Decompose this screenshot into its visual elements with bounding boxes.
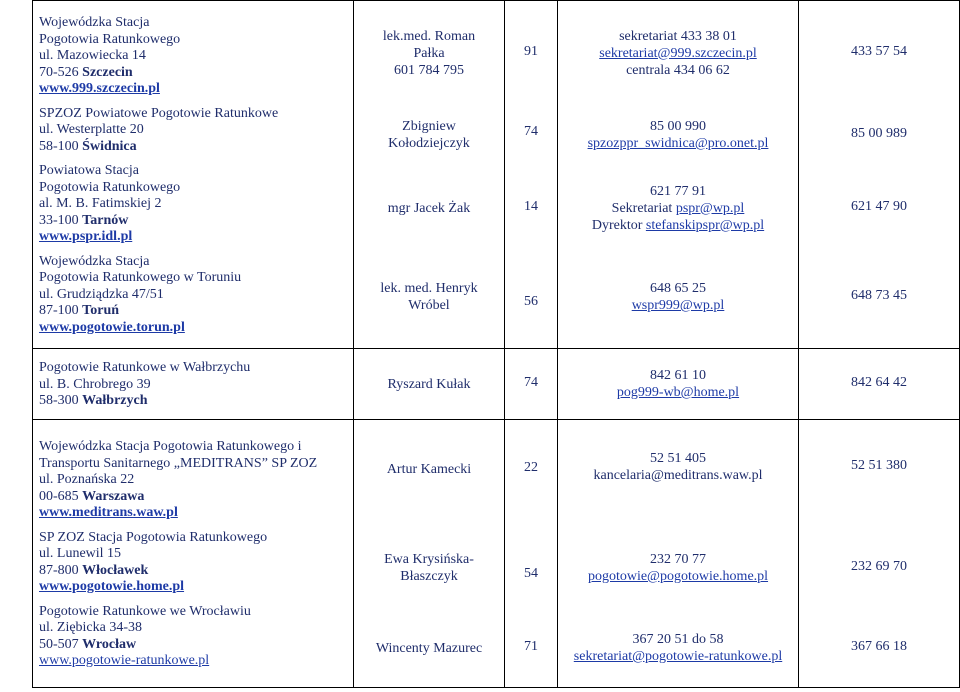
entity-line: Pogotowie Ratunkowe w Wałbrzychu: [39, 360, 251, 376]
fax-cell: [799, 1, 960, 349]
postal-code: 58-100: [39, 138, 79, 154]
postal-city: [39, 489, 353, 506]
contact-line: [558, 183, 798, 200]
entity-line: Wojewódzka Stacja: [39, 15, 150, 30]
city-name: Wrocław: [82, 636, 137, 652]
contact-line: [558, 551, 798, 568]
fax-number: 433 57 54: [851, 44, 907, 59]
postal-code: 70-526: [39, 64, 79, 80]
person-line: lek.med. Roman: [382, 28, 476, 44]
count-value: 56: [524, 294, 538, 309]
providers-table: [32, 0, 960, 688]
person-line: Ryszard Kułak: [387, 376, 471, 392]
fax-stack: [799, 349, 959, 419]
person-stack: [354, 420, 504, 687]
entity-line: Powiatowa Stacja: [39, 163, 139, 178]
postal-city: [39, 303, 353, 320]
website-link[interactable]: www.meditrans.waw.pl: [39, 505, 178, 521]
count-value: 14: [524, 199, 538, 214]
contact-block: [558, 183, 798, 234]
entity-cell: [33, 420, 354, 688]
contact-line: [558, 135, 798, 152]
person-name: [354, 200, 504, 217]
count-value: 22: [524, 460, 538, 475]
person-line: Wincenty Mazurec: [375, 640, 483, 656]
person-cell: [354, 1, 505, 349]
person-cell: [354, 349, 505, 420]
person-name: [354, 28, 504, 79]
person-line: Ewa Krysińska-: [384, 552, 474, 567]
contact-block: [558, 28, 798, 79]
contact-text: kancelaria@meditrans.waw.pl: [593, 468, 763, 483]
contact-cell: [558, 349, 799, 420]
entity-line: Pogotowia Ratunkowego: [39, 31, 181, 47]
contact-text: 52 51 405: [650, 451, 706, 466]
fax-number: 52 51 380: [851, 458, 907, 473]
website-link[interactable]: www.999.szczecin.pl: [39, 81, 160, 96]
person-name: [354, 551, 504, 585]
count-value: 74: [524, 124, 538, 139]
contact-line: [558, 62, 798, 79]
person-cell: [354, 420, 505, 688]
person-name: [354, 461, 504, 478]
person-stack: [354, 349, 504, 419]
person-line: mgr Jacek Żak: [387, 200, 471, 216]
entity-block: [39, 248, 353, 339]
entity-block: [39, 11, 353, 100]
person-line: lek. med. Henryk: [380, 281, 478, 296]
postal-code: 58-300: [39, 393, 79, 409]
postal-city: [39, 563, 353, 580]
contact-text: 648 65 25: [650, 281, 706, 296]
table-row: [33, 349, 960, 420]
contact-text: 842 61 10: [650, 368, 706, 383]
contact-line: [558, 217, 798, 234]
contact-text: 367 20 51 do 58: [632, 632, 724, 647]
postal-city: [39, 139, 353, 156]
contact-block: [558, 280, 798, 314]
email-link[interactable]: wspr999@wp.pl: [631, 298, 725, 313]
contact-text: centrala 434 06 62: [626, 62, 730, 78]
city-name: Wałbrzych: [82, 393, 148, 409]
city-name: Tarnów: [82, 212, 129, 228]
fax-number: 842 64 42: [851, 375, 907, 390]
contact-line: [558, 200, 798, 217]
website-link[interactable]: www.pogotowie.torun.pl: [39, 319, 185, 335]
entity-line: ul. B. Chrobrego 39: [39, 376, 151, 392]
count-value: 91: [524, 44, 538, 59]
count-stack: [505, 420, 557, 687]
fax-cell: [799, 349, 960, 420]
person-name: [354, 118, 504, 152]
fax-cell: [799, 420, 960, 688]
email-link[interactable]: stefanskipspr@wp.pl: [645, 217, 765, 233]
contact-cell: [558, 420, 799, 688]
contact-line: [558, 118, 798, 135]
entity-block: [39, 356, 353, 412]
contact-block: [558, 118, 798, 152]
person-name: [354, 280, 504, 314]
email-link[interactable]: spzozppr_swidnica@pro.onet.pl: [587, 136, 769, 151]
table-row: [33, 420, 960, 688]
entity-line: ul. Ziębicka 34-38: [39, 620, 143, 636]
email-link[interactable]: sekretariat@999.szczecin.pl: [599, 45, 757, 61]
contact-line: [558, 28, 798, 45]
fax-number: 621 47 90: [851, 199, 907, 214]
count-cell: [505, 349, 558, 420]
entity-line: al. M. B. Fatimskiej 2: [39, 196, 162, 211]
postal-city: [39, 393, 353, 410]
fax-number: 85 00 989: [851, 126, 907, 141]
count-cell: [505, 1, 558, 349]
entity-line: Pogotowie Ratunkowe we Wrocławiu: [39, 603, 251, 619]
person-stack: [354, 1, 504, 348]
contact-stack: [558, 349, 798, 419]
city-name: Toruń: [82, 303, 120, 318]
count-cell: [505, 420, 558, 688]
person-line: 601 784 795: [394, 62, 464, 78]
city-name: Warszawa: [82, 488, 145, 504]
contact-line: [558, 631, 798, 648]
fax-number: 367 66 18: [851, 639, 907, 654]
contact-block: [558, 450, 798, 484]
postal-city: [39, 213, 353, 230]
contact-stack: [558, 420, 798, 687]
contact-line: [558, 384, 798, 401]
contact-cell: [558, 1, 799, 349]
entity-cell: [33, 349, 354, 420]
website-link[interactable]: www.pogotowie-ratunkowe.pl: [39, 653, 210, 669]
contact-line: [558, 568, 798, 585]
entity-line: ul. Grudziądzka 47/51: [39, 286, 164, 302]
contact-block: [558, 551, 798, 585]
fax-stack: [799, 1, 959, 348]
count-value: 54: [524, 566, 538, 581]
person-line: Pałka: [413, 45, 445, 61]
postal-code: 87-100: [39, 303, 79, 318]
website-link[interactable]: www.pogotowie.home.pl: [39, 579, 185, 595]
email-link[interactable]: pog999-wb@home.pl: [616, 385, 740, 400]
contact-block: [558, 367, 798, 401]
person-line: Artur Kamecki: [386, 461, 472, 477]
count-value: 74: [524, 375, 538, 390]
city-name: Świdnica: [82, 138, 137, 154]
contact-line: [558, 367, 798, 384]
entity-block: [39, 435, 353, 524]
postal-code: 50-507: [39, 636, 79, 652]
entity-line: ul. Mazowiecka 14: [39, 48, 146, 63]
postal-code: 33-100: [39, 212, 79, 228]
entity-block: [39, 598, 353, 672]
email-link[interactable]: pogotowie@pogotowie.home.pl: [587, 569, 769, 584]
table-row: [33, 1, 960, 349]
city-name: Szczecin: [82, 64, 133, 80]
entity-line: ul. Lunewil 15: [39, 546, 122, 562]
contact-line: [558, 450, 798, 467]
contact-text: sekretariat 433 38 01: [619, 28, 737, 44]
postal-code: 00-685: [39, 488, 79, 504]
email-link[interactable]: sekretariat@pogotowie-ratunkowe.pl: [573, 649, 783, 664]
entity-line: ul. Poznańska 22: [39, 472, 135, 488]
contact-line: [558, 280, 798, 297]
contact-line: [558, 467, 798, 484]
entity-line: SP ZOZ Stacja Pogotowia Ratunkowego: [39, 529, 268, 545]
contact-text: 85 00 990: [650, 119, 706, 134]
count-stack: [505, 349, 557, 419]
person-line: Zbigniew: [402, 119, 456, 134]
entity-cell: [33, 1, 354, 349]
person-name: [354, 376, 504, 393]
person-line: Błaszczyk: [400, 569, 458, 584]
fax-number: 232 69 70: [851, 559, 907, 574]
entity-line: SPZOZ Powiatowe Pogotowie Ratunkowe: [39, 105, 279, 121]
entity-block: [39, 100, 353, 158]
contact-line: [558, 648, 798, 665]
contact-line: [558, 297, 798, 314]
contact-line: [558, 45, 798, 62]
contact-label: Dyrektor: [591, 217, 643, 233]
postal-city: [39, 637, 353, 654]
contact-text: 621 77 91: [650, 183, 706, 199]
entity-line: Pogotowia Ratunkowego: [39, 179, 181, 195]
person-name: [354, 640, 504, 657]
entity-line: Pogotowia Ratunkowego w Toruniu: [39, 270, 242, 285]
email-link[interactable]: pspr@wp.pl: [675, 200, 745, 216]
postal-city: [39, 65, 353, 82]
entity-line: ul. Westerplatte 20: [39, 122, 144, 137]
count-stack: [505, 1, 557, 348]
contact-label: Sekretariat: [611, 200, 673, 216]
person-line: Wróbel: [408, 298, 450, 313]
postal-code: 87-800: [39, 562, 79, 578]
contact-text: 232 70 77: [650, 552, 706, 567]
entity-line: Wojewódzka Stacja: [39, 253, 150, 269]
entity-block: [39, 524, 353, 598]
count-value: 71: [524, 639, 538, 654]
entity-line: Wojewódzka Stacja Pogotowia Ratunkowego i Transportu Sanitarnego „MEDITRANS” SP ZOZ: [39, 439, 318, 471]
website-link[interactable]: www.pspr.idl.pl: [39, 229, 133, 244]
person-line: Kołodziejczyk: [388, 136, 470, 151]
entity-block: [39, 157, 353, 248]
city-name: Włocławek: [82, 562, 149, 578]
contact-stack: [558, 1, 798, 348]
fax-stack: [799, 420, 959, 687]
contact-block: [558, 631, 798, 665]
fax-number: 648 73 45: [851, 288, 907, 303]
